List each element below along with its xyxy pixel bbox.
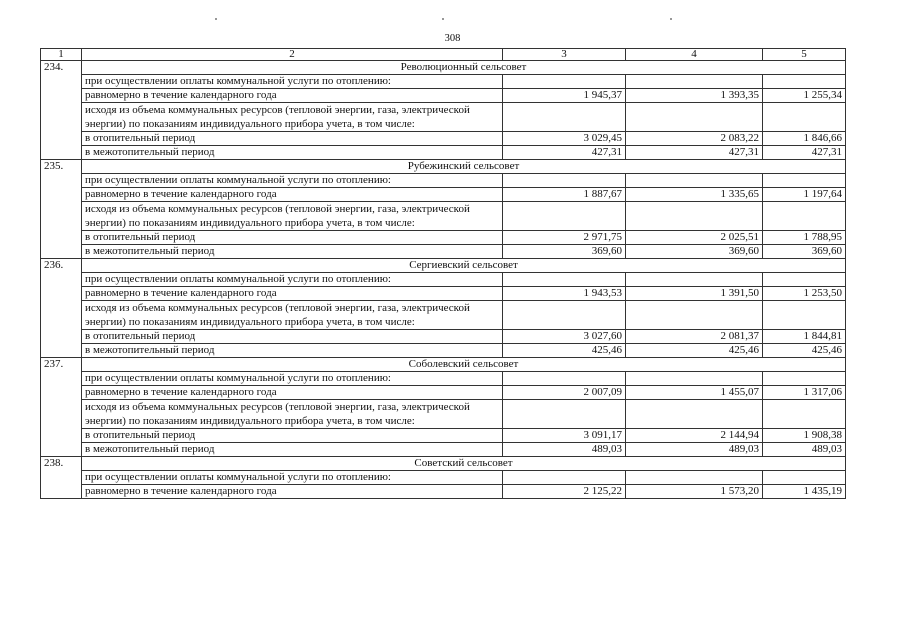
table-row: [41, 202, 846, 231]
value-cell-v4: 1 393,35: [626, 89, 763, 103]
value-cell-v5: 425,46: [763, 344, 846, 358]
value-cell-v3: 2 971,75: [503, 231, 626, 245]
value-cell-v4: 427,31: [626, 146, 763, 160]
row-label: исходя из объема коммунальных ресурсов (тепловой энергии, газа, электрической энергии) по показаниям индивидуального прибора учета, в том числе:: [82, 103, 503, 132]
value-cell-v5: 1 908,38: [763, 429, 846, 443]
section-title: Революционный сельсовет: [82, 61, 846, 75]
table-row: [41, 344, 846, 358]
value-cell-v3: 2 007,09: [503, 386, 626, 400]
table-row: [41, 330, 846, 344]
section-title: Советский сельсовет: [82, 457, 846, 471]
value-cell-v5: [763, 372, 846, 386]
value-cell-v4: 489,03: [626, 443, 763, 457]
row-label: равномерно в течение календарного года: [82, 89, 503, 103]
value-cell-v5: [763, 174, 846, 188]
table-row: [41, 188, 846, 202]
value-cell-v4: 2 081,37: [626, 330, 763, 344]
value-cell-v5: 489,03: [763, 443, 846, 457]
table-row: [41, 485, 846, 499]
value-cell-v5: [763, 400, 846, 429]
value-cell-v3: [503, 75, 626, 89]
value-cell-v5: 1 788,95: [763, 231, 846, 245]
value-cell-v3: [503, 174, 626, 188]
section-title-row: [41, 457, 846, 471]
value-cell-v3: [503, 103, 626, 132]
row-label: при осуществлении оплаты коммунальной услуги по отоплению:: [82, 75, 503, 89]
value-cell-v5: 1 253,50: [763, 287, 846, 301]
section-title: Сергиевский сельсовет: [82, 259, 846, 273]
value-cell-v4: 2 083,22: [626, 132, 763, 146]
value-cell-v3: 1 943,53: [503, 287, 626, 301]
value-cell-v5: [763, 202, 846, 231]
row-label: равномерно в течение календарного года: [82, 287, 503, 301]
table-row: [41, 245, 846, 259]
row-label: исходя из объема коммунальных ресурсов (тепловой энергии, газа, электрической энергии) по показаниям индивидуального прибора учета, в том числе:: [82, 301, 503, 330]
row-label: равномерно в течение календарного года: [82, 485, 503, 499]
value-cell-v3: [503, 372, 626, 386]
value-cell-v5: 1 255,34: [763, 89, 846, 103]
row-label: в межотопительный период: [82, 443, 503, 457]
value-cell-v5: [763, 301, 846, 330]
value-cell-v4: 369,60: [626, 245, 763, 259]
value-cell-v4: 425,46: [626, 344, 763, 358]
value-cell-v3: 3 029,45: [503, 132, 626, 146]
table-row: [41, 89, 846, 103]
value-cell-v4: 2 025,51: [626, 231, 763, 245]
row-label: в отопительный период: [82, 132, 503, 146]
scan-speck: [215, 18, 217, 20]
value-cell-v3: 1 887,67: [503, 188, 626, 202]
table-row: [41, 174, 846, 188]
value-cell-v4: 1 391,50: [626, 287, 763, 301]
row-label: при осуществлении оплаты коммунальной услуги по отоплению:: [82, 372, 503, 386]
value-cell-v3: 425,46: [503, 344, 626, 358]
row-label: исходя из объема коммунальных ресурсов (тепловой энергии, газа, электрической энергии) по показаниям индивидуального прибора учета, в том числе:: [82, 202, 503, 231]
table-row: [41, 301, 846, 330]
value-cell-v4: [626, 372, 763, 386]
row-label: в межотопительный период: [82, 146, 503, 160]
value-cell-v3: 489,03: [503, 443, 626, 457]
value-cell-v4: [626, 471, 763, 485]
section-index: 237.: [41, 358, 82, 457]
section-title: Рубежинский сельсовет: [82, 160, 846, 174]
value-cell-v4: [626, 174, 763, 188]
table-row: [41, 429, 846, 443]
section-title-row: [41, 160, 846, 174]
table-row: [41, 146, 846, 160]
section-title-row: [41, 358, 846, 372]
table-row: [41, 372, 846, 386]
row-label: в отопительный период: [82, 429, 503, 443]
row-label: в отопительный период: [82, 231, 503, 245]
value-cell-v3: 427,31: [503, 146, 626, 160]
value-cell-v3: [503, 202, 626, 231]
page-number: 308: [444, 33, 461, 44]
row-label: в отопительный период: [82, 330, 503, 344]
table-row: [41, 443, 846, 457]
table-row: [41, 273, 846, 287]
value-cell-v5: 1 197,64: [763, 188, 846, 202]
row-label: равномерно в течение календарного года: [82, 188, 503, 202]
row-label: при осуществлении оплаты коммунальной услуги по отоплению:: [82, 273, 503, 287]
value-cell-v3: [503, 471, 626, 485]
value-cell-v5: 1 846,66: [763, 132, 846, 146]
header-cell: 3: [503, 49, 626, 61]
table-row: [41, 287, 846, 301]
value-cell-v3: 369,60: [503, 245, 626, 259]
value-cell-v4: 1 573,20: [626, 485, 763, 499]
header-cell: 2: [82, 49, 503, 61]
scan-speck: [442, 18, 444, 20]
value-cell-v5: 1 317,06: [763, 386, 846, 400]
row-label: в межотопительный период: [82, 344, 503, 358]
value-cell-v3: 1 945,37: [503, 89, 626, 103]
value-cell-v5: [763, 75, 846, 89]
row-label: при осуществлении оплаты коммунальной услуги по отоплению:: [82, 174, 503, 188]
value-cell-v4: [626, 301, 763, 330]
value-cell-v4: 2 144,94: [626, 429, 763, 443]
row-label: при осуществлении оплаты коммунальной услуги по отоплению:: [82, 471, 503, 485]
value-cell-v3: [503, 400, 626, 429]
value-cell-v4: 1 335,65: [626, 188, 763, 202]
table-row: [41, 231, 846, 245]
value-cell-v4: [626, 75, 763, 89]
value-cell-v4: [626, 273, 763, 287]
value-cell-v4: 1 455,07: [626, 386, 763, 400]
table-row: [41, 400, 846, 429]
value-cell-v5: [763, 273, 846, 287]
table-row: [41, 471, 846, 485]
value-cell-v5: 369,60: [763, 245, 846, 259]
section-index: 238.: [41, 457, 82, 499]
value-cell-v5: [763, 103, 846, 132]
section-title-row: [41, 259, 846, 273]
section-index: 235.: [41, 160, 82, 259]
table-row: [41, 75, 846, 89]
section-index: 236.: [41, 259, 82, 358]
row-label: исходя из объема коммунальных ресурсов (тепловой энергии, газа, электрической энергии) по показаниям индивидуального прибора учета, в том числе:: [82, 400, 503, 429]
value-cell-v4: [626, 103, 763, 132]
value-cell-v5: [763, 471, 846, 485]
value-cell-v5: 1 844,81: [763, 330, 846, 344]
value-cell-v3: 3 027,60: [503, 330, 626, 344]
value-cell-v4: [626, 400, 763, 429]
section-title: Соболевский сельсовет: [82, 358, 846, 372]
header-row: [41, 49, 846, 61]
tariff-table: [40, 48, 846, 499]
section-title-row: [41, 61, 846, 75]
header-cell: 4: [626, 49, 763, 61]
header-cell: 1: [41, 49, 82, 61]
value-cell-v3: 3 091,17: [503, 429, 626, 443]
table-row: [41, 132, 846, 146]
scan-speck: [670, 18, 672, 20]
value-cell-v3: 2 125,22: [503, 485, 626, 499]
table-row: [41, 386, 846, 400]
value-cell-v5: 427,31: [763, 146, 846, 160]
value-cell-v4: [626, 202, 763, 231]
row-label: в межотопительный период: [82, 245, 503, 259]
table-row: [41, 103, 846, 132]
value-cell-v5: 1 435,19: [763, 485, 846, 499]
row-label: равномерно в течение календарного года: [82, 386, 503, 400]
value-cell-v3: [503, 273, 626, 287]
header-cell: 5: [763, 49, 846, 61]
value-cell-v3: [503, 301, 626, 330]
section-index: 234.: [41, 61, 82, 160]
